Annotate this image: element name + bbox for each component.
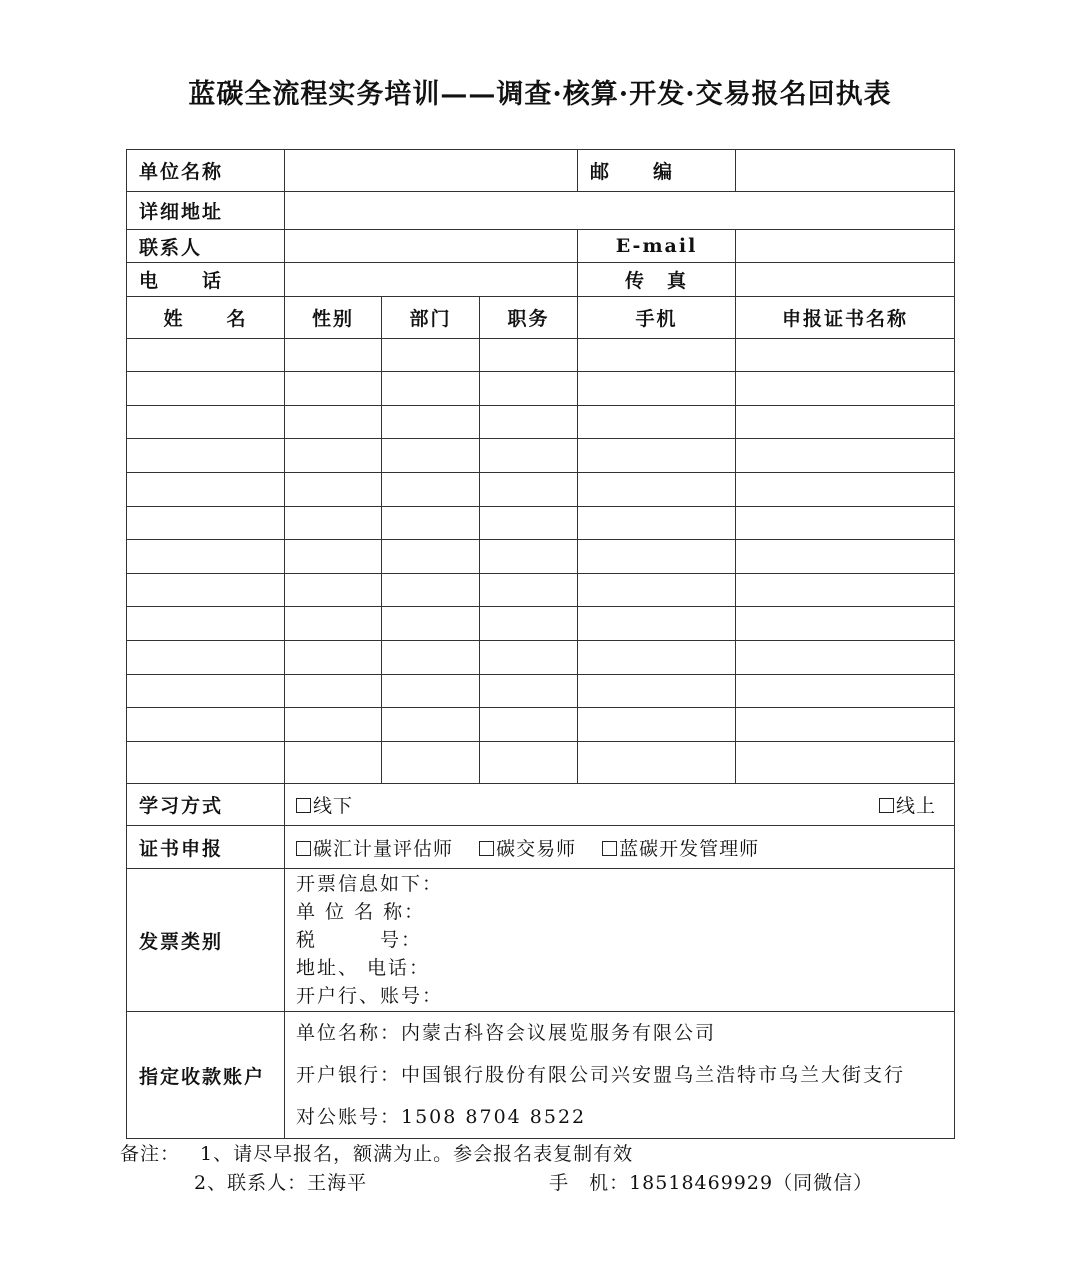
attendee-certificate-cell[interactable] [736,675,955,708]
attendee-row [127,473,955,507]
attendee-department-cell[interactable] [382,439,480,473]
invoice-line-unit: 单 位 名 称： [296,901,426,923]
attendee-gender-cell[interactable] [285,574,382,607]
attendee-mobile-cell[interactable] [578,641,736,675]
attendee-position-cell[interactable] [480,641,578,675]
attendee-certificate-cell[interactable] [736,406,955,439]
form-title: 蓝碳全流程实务培训——调查·核算·开发·交易报名回执表 [188,79,892,110]
attendee-gender-cell[interactable] [285,742,382,784]
attendee-department-cell[interactable] [382,406,480,439]
certificate-label: 证书申报 [127,826,285,869]
attendee-gender-cell[interactable] [285,540,382,574]
phone-label: 电 话 [127,263,285,297]
note-line-1 [120,1140,873,1169]
address-row [127,192,955,230]
attendee-position-cell[interactable] [480,439,578,473]
attendee-department-cell[interactable] [382,540,480,574]
certificate-options [285,826,955,869]
attendee-department-cell[interactable] [382,641,480,675]
attendee-certificate-cell[interactable] [736,641,955,675]
study-mode-label: 学习方式 [127,784,285,826]
attendee-name-cell[interactable] [127,507,285,540]
account-number: 对公账号：1508 8704 8522 [296,1106,587,1128]
note-item-1: 1、请尽早报名，额满为止。参会报名表复制有效 [200,1143,634,1165]
attendee-name-cell[interactable] [127,372,285,406]
attendee-row [127,507,955,540]
unit-name-label: 单位名称 [127,150,285,192]
account-info [285,1012,955,1139]
offline-label: 线下 [313,795,354,817]
col-position-header: 职务 [480,297,578,339]
attendee-name-cell[interactable] [127,540,285,574]
attendee-row [127,540,955,574]
attendee-department-cell[interactable] [382,507,480,540]
attendee-department-cell[interactable] [382,339,480,372]
attendee-mobile-cell[interactable] [578,372,736,406]
cert-checkbox-carbon-sink[interactable] [296,841,311,856]
attendee-mobile-cell[interactable] [578,574,736,607]
attendee-certificate-cell[interactable] [736,607,955,641]
attendee-name-cell[interactable] [127,473,285,507]
notes-prefix: 备注： [120,1143,181,1165]
attendee-certificate-cell[interactable] [736,372,955,406]
col-name-header: 姓 名 [127,297,285,339]
attendee-name-cell[interactable] [127,708,285,742]
contact-field[interactable] [285,230,578,263]
attendee-gender-cell[interactable] [285,641,382,675]
attendee-position-cell[interactable] [480,574,578,607]
attendee-row [127,742,955,784]
invoice-line-address: 地址、 电话： [296,957,431,979]
attendee-gender-cell[interactable] [285,675,382,708]
study-mode-row [127,784,955,826]
online-option[interactable] [879,791,936,818]
col-mobile-header: 手机 [578,297,736,339]
cert-label-blue-carbon: 蓝碳开发管理师 [619,837,760,860]
invoice-line-intro: 开票信息如下： [296,873,444,895]
email-label: E-mail [578,230,736,263]
registration-form [126,149,955,1139]
attendee-name-cell[interactable] [127,607,285,641]
attendee-department-cell[interactable] [382,742,480,784]
attendee-row [127,675,955,708]
cert-checkbox-blue-carbon[interactable] [602,841,617,856]
attendee-row [127,339,955,372]
attendee-gender-cell[interactable] [285,339,382,372]
certificate-row [127,826,955,869]
attendee-name-cell[interactable] [127,675,285,708]
attendee-mobile-cell[interactable] [578,507,736,540]
study-mode-options [285,784,955,826]
attendee-position-cell[interactable] [480,507,578,540]
address-field[interactable] [285,192,955,230]
phone-row [127,263,955,297]
cert-checkbox-carbon-trader[interactable] [479,841,494,856]
attendee-mobile-cell[interactable] [578,439,736,473]
attendee-row [127,708,955,742]
attendee-row [127,372,955,406]
account-label: 指定收款账户 [127,1012,285,1139]
attendee-department-cell[interactable] [382,675,480,708]
attendee-certificate-cell[interactable] [736,708,955,742]
attendee-gender-cell[interactable] [285,708,382,742]
attendee-gender-cell[interactable] [285,372,382,406]
attendee-row [127,439,955,473]
attendee-row [127,641,955,675]
attendee-mobile-cell[interactable] [578,742,736,784]
attendee-mobile-cell[interactable] [578,708,736,742]
attendee-certificate-cell[interactable] [736,439,955,473]
attendee-department-cell[interactable] [382,372,480,406]
note-item-2-contact: 2、联系人：王海平 [194,1172,368,1194]
attendee-gender-cell[interactable] [285,406,382,439]
attendee-department-cell[interactable] [382,574,480,607]
attendee-certificate-cell[interactable] [736,742,955,784]
attendee-mobile-cell[interactable] [578,540,736,574]
online-checkbox[interactable] [879,798,894,813]
attendee-position-cell[interactable] [480,675,578,708]
note-line-2 [120,1169,873,1198]
cert-option-carbon-sink[interactable] [296,838,453,860]
attendee-mobile-cell[interactable] [578,607,736,641]
account-row [127,1012,955,1139]
attendee-position-cell[interactable] [480,339,578,372]
attendee-name-cell[interactable] [127,339,285,372]
attendee-name-cell[interactable] [127,439,285,473]
attendee-certificate-cell[interactable] [736,507,955,540]
phone-field[interactable] [285,263,578,297]
attendee-gender-cell[interactable] [285,607,382,641]
attendee-row [127,607,955,641]
attendee-position-cell[interactable] [480,607,578,641]
contact-label: 联系人 [127,230,285,263]
online-label: 线上 [896,795,937,817]
notes [120,1140,873,1198]
postcode-label: 邮 编 [578,150,736,192]
cert-option-blue-carbon[interactable] [602,838,759,860]
fax-label: 传 真 [578,263,736,297]
attendee-mobile-cell[interactable] [578,675,736,708]
address-label: 详细地址 [127,192,285,230]
col-department-header: 部门 [382,297,480,339]
invoice-line-tax: 税 号： [296,929,423,951]
contact-row [127,230,955,263]
attendee-certificate-cell[interactable] [736,540,955,574]
attendee-gender-cell[interactable] [285,473,382,507]
invoice-label: 发票类别 [127,869,285,1012]
attendee-certificate-cell[interactable] [736,473,955,507]
attendee-rows [127,339,955,784]
attendee-header-row [127,297,955,339]
attendee-position-cell[interactable] [480,540,578,574]
invoice-line-bank: 开户行、账号： [296,985,444,1007]
postcode-field[interactable] [736,150,955,192]
attendee-position-cell[interactable] [480,372,578,406]
fax-field[interactable] [736,263,955,297]
email-field[interactable] [736,230,955,263]
attendee-mobile-cell[interactable] [578,406,736,439]
offline-checkbox[interactable] [296,798,311,813]
invoice-info[interactable] [285,869,955,1012]
col-certificate-header: 申报证书名称 [736,297,955,339]
attendee-position-cell[interactable] [480,406,578,439]
attendee-department-cell[interactable] [382,708,480,742]
cert-label-carbon-sink: 碳汇计量评估师 [313,837,454,860]
offline-option[interactable] [296,795,353,817]
attendee-department-cell[interactable] [382,607,480,641]
unit-name-field[interactable] [285,150,578,192]
attendee-position-cell[interactable] [480,708,578,742]
cert-label-carbon-trader: 碳交易师 [496,837,577,860]
attendee-certificate-cell[interactable] [736,574,955,607]
col-gender-header: 性别 [285,297,382,339]
note-item-2-phone: 手 机：18518469929（同微信） [549,1172,874,1194]
attendee-name-cell[interactable] [127,641,285,675]
account-unit-name: 单位名称：内蒙古科咨会议展览服务有限公司 [296,1022,717,1044]
attendee-name-cell[interactable] [127,574,285,607]
attendee-gender-cell[interactable] [285,507,382,540]
unit-name-row [127,150,955,192]
invoice-row [127,869,955,1012]
attendee-row [127,406,955,439]
account-bank: 开户银行：中国银行股份有限公司兴安盟乌兰浩特市乌兰大街支行 [296,1064,906,1086]
attendee-position-cell[interactable] [480,742,578,784]
attendee-gender-cell[interactable] [285,439,382,473]
attendee-row [127,574,955,607]
attendee-name-cell[interactable] [127,742,285,784]
attendee-mobile-cell[interactable] [578,339,736,372]
attendee-mobile-cell[interactable] [578,473,736,507]
attendee-certificate-cell[interactable] [736,339,955,372]
attendee-name-cell[interactable] [127,406,285,439]
attendee-position-cell[interactable] [480,473,578,507]
cert-option-carbon-trader[interactable] [479,838,576,860]
attendee-department-cell[interactable] [382,473,480,507]
